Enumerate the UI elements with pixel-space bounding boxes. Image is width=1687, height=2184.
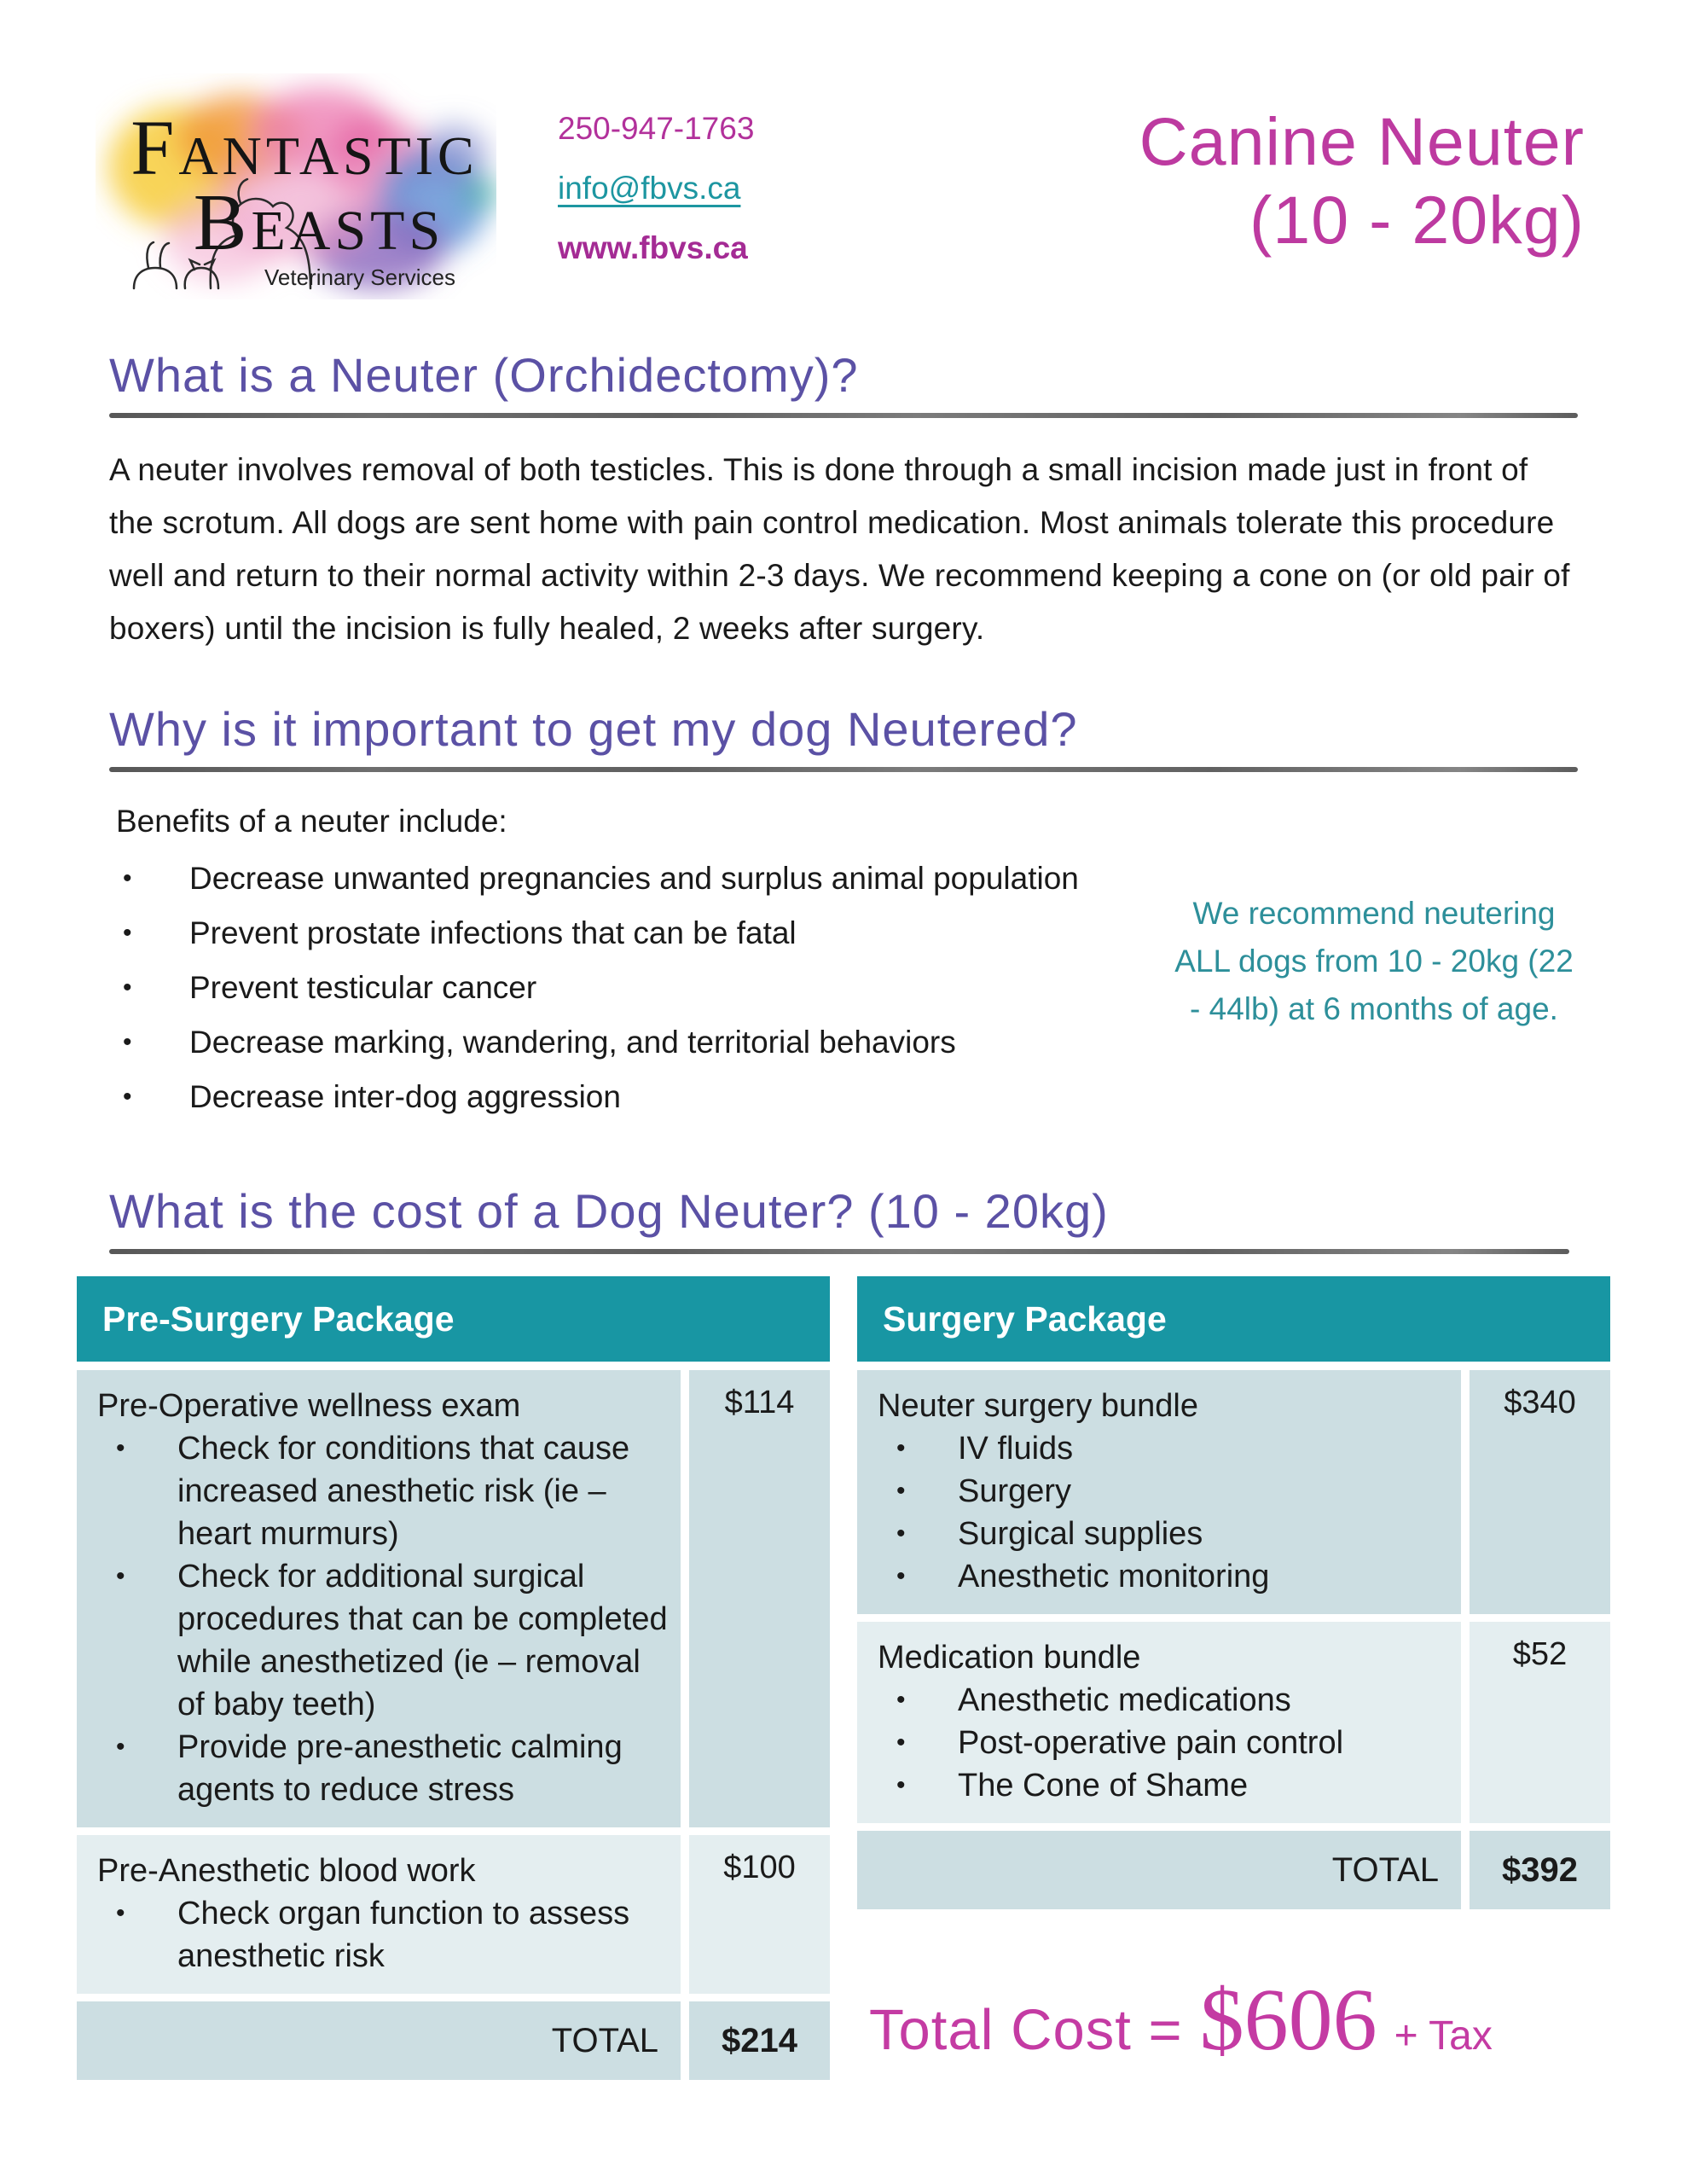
page-title-line1: Canine Neuter: [1139, 103, 1585, 179]
benefits-list: [109, 857, 1136, 1118]
list-item: [109, 857, 1136, 900]
logo: [96, 73, 496, 299]
bullet-text: Provide pre-anesthetic calming agents to reduce stress: [177, 1729, 623, 1808]
section-what: [0, 347, 1687, 655]
table-row: [77, 1835, 830, 1994]
what-paragraph: A neuter involves removal of both testicles. This is done through a small incision made just in front of the scrotum. All dogs are sent home with pain control medication. Most animals tolerate this procedure well and return to their normal activity within 2-3 days. We recommend keeping a cone on (or old pair of boxers) until the incision is fully healed, 2 weeks after surgery.: [109, 452, 1570, 646]
bullet-text: Surgical supplies: [958, 1516, 1203, 1552]
benefit-text: Decrease unwanted pregnancies and surplus animal population: [189, 861, 1079, 896]
bullet-text: Surgery: [958, 1473, 1072, 1509]
item-title: Neuter surgery bundle: [878, 1388, 1198, 1424]
surgery-column: [857, 1276, 1610, 2071]
logo-graphic: [96, 73, 496, 299]
total-label: TOTAL: [857, 1831, 1461, 1909]
website-link[interactable]: www.fbvs.ca: [558, 230, 748, 265]
bullet-icon: •: [896, 1477, 906, 1505]
item-bullet: [878, 1764, 1449, 1807]
item-cell: [77, 1835, 681, 1994]
table-row: [857, 1622, 1610, 1823]
bullet-text: Anesthetic monitoring: [958, 1559, 1270, 1594]
item-bullet: [878, 1513, 1449, 1555]
contact-block: [558, 111, 754, 266]
section-what-heading: What is a Neuter (Orchidectomy)?: [109, 348, 859, 402]
bullet-icon: •: [116, 1562, 125, 1590]
heading-rule: [109, 767, 1578, 772]
bullet-icon: •: [896, 1434, 906, 1462]
header: [0, 0, 1687, 299]
surgery-table: [857, 1276, 1610, 1909]
benefit-text: Decrease marking, wandering, and territorial behaviors: [189, 1025, 956, 1060]
list-item: [109, 1021, 1136, 1064]
bullet-text: IV fluids: [958, 1431, 1074, 1467]
bullet-icon: •: [896, 1519, 906, 1548]
item-bullet: [878, 1679, 1449, 1722]
bullet-text: Anesthetic medications: [958, 1682, 1291, 1718]
price: $52: [1470, 1622, 1610, 1823]
logo-tagline: Veterinary Services: [264, 264, 455, 290]
bullet-icon: •: [123, 973, 132, 1002]
page-title-line2: (10 - 20kg): [1249, 182, 1585, 258]
item-cell: [857, 1622, 1461, 1823]
section-cost-heading: What is the cost of a Dog Neuter? (10 - 20kg): [109, 1184, 1109, 1238]
section-cost: [0, 1183, 1687, 2088]
logo-wordmark-line1: FANTASTIC: [130, 104, 478, 191]
bullet-text: Check for additional surgical procedures that can be completed while anesthetized (ie – removal of baby teeth): [177, 1559, 668, 1722]
price: $114: [689, 1370, 830, 1827]
item-bullet: [97, 1892, 669, 1978]
table-header: Pre-Surgery Package: [77, 1276, 830, 1362]
pre-surgery-table: [77, 1276, 830, 2088]
grand-total-suffix: + Tax: [1394, 2013, 1493, 2059]
phone-number: 250-947-1763: [558, 111, 755, 146]
grand-total-prefix: Total Cost =: [869, 1998, 1183, 2062]
heading-rule: [109, 413, 1578, 418]
recommendation-aside: We recommend neutering ALL dogs from 10 - 20kg (22 - 44lb) at 6 months of age.: [1174, 896, 1574, 1026]
benefits-block: [109, 801, 1136, 1130]
bullet-icon: •: [896, 1562, 906, 1590]
bullet-icon: •: [116, 1434, 125, 1462]
price-tables: [77, 1276, 1610, 2088]
grand-total: [857, 1969, 1610, 2071]
email-link[interactable]: info@fbvs.ca: [558, 171, 741, 206]
why-body: [109, 801, 1578, 1130]
item-title: Pre-Operative wellness exam: [97, 1388, 521, 1424]
section-why: [0, 701, 1687, 1130]
bullet-text: The Cone of Shame: [958, 1768, 1249, 1804]
bullet-icon: •: [896, 1771, 906, 1799]
grand-total-amount: $606: [1199, 1971, 1377, 2069]
total-row: [77, 2001, 830, 2080]
item-bullet: [97, 1427, 669, 1555]
list-item: [109, 1076, 1136, 1118]
item-bullet: [878, 1722, 1449, 1764]
logo-wordmark-line2: BEASTS: [193, 178, 445, 267]
list-item: [109, 912, 1136, 955]
total-row: [857, 1831, 1610, 1909]
bullet-text: Check for conditions that cause increased anesthetic risk (ie – heart murmurs): [177, 1431, 630, 1552]
item-bullet: [97, 1555, 669, 1726]
list-item: [109, 967, 1136, 1009]
heading-rule: [109, 1249, 1569, 1254]
item-cell: [77, 1370, 681, 1827]
item-title: Medication bundle: [878, 1640, 1141, 1676]
total-label: TOTAL: [77, 2001, 681, 2080]
table-row: [857, 1370, 1610, 1614]
section-why-heading: Why is it important to get my dog Neutered?: [109, 702, 1078, 756]
bullet-icon: •: [116, 1899, 125, 1927]
bullet-icon: •: [123, 919, 132, 947]
bullet-icon: •: [123, 864, 132, 892]
item-bullet: [878, 1427, 1449, 1470]
benefit-text: Prevent testicular cancer: [189, 970, 537, 1005]
benefit-text: Prevent prostate infections that can be fatal: [189, 915, 797, 950]
bullet-text: Check organ function to assess anesthetic risk: [177, 1896, 630, 1974]
bullet-icon: •: [116, 1733, 125, 1761]
item-cell: [857, 1370, 1461, 1614]
benefit-text: Decrease inter-dog aggression: [189, 1079, 621, 1114]
page-title: [1139, 102, 1585, 260]
benefits-intro: Benefits of a neuter include:: [116, 804, 507, 839]
total-value: $392: [1470, 1831, 1610, 1909]
table-row: [77, 1370, 830, 1827]
item-bullet: [878, 1470, 1449, 1513]
bullet-text: Post-operative pain control: [958, 1725, 1344, 1761]
price: $100: [689, 1835, 830, 1994]
total-value: $214: [689, 2001, 830, 2080]
bullet-icon: •: [123, 1083, 132, 1111]
table-header: Surgery Package: [857, 1276, 1610, 1362]
bullet-icon: •: [896, 1686, 906, 1714]
item-bullet: [878, 1555, 1449, 1598]
price: $340: [1470, 1370, 1610, 1614]
item-bullet: [97, 1726, 669, 1811]
bullet-icon: •: [123, 1028, 132, 1056]
bullet-icon: •: [896, 1728, 906, 1757]
item-title: Pre-Anesthetic blood work: [97, 1853, 476, 1889]
